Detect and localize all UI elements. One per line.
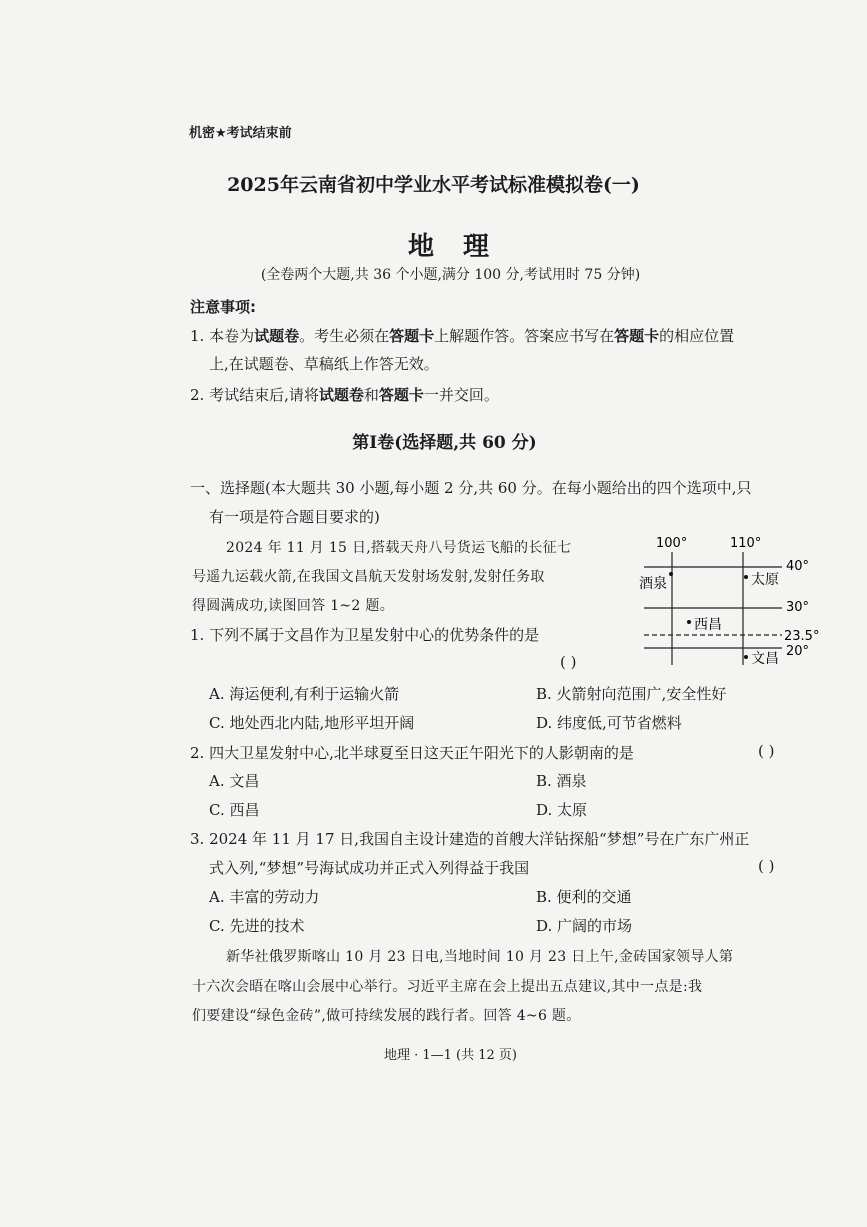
question-2-stem: 2. 四大卫星发射中心,北半球夏至日这天正午阳光下的人影朝南的是 (190, 744, 634, 762)
notice-keyword: 答题卡 (389, 327, 435, 345)
city-marker (744, 575, 748, 579)
option-c: C. 地处西北内陆,地形平坦开阔 (209, 714, 415, 732)
longitude-label: 110° (730, 536, 762, 551)
option-d: D. 广阔的市场 (536, 917, 633, 935)
notice-keyword: 答题卡 (614, 327, 660, 345)
exam-title: 2025年云南省初中学业水平考试标准模拟卷(一) (227, 174, 640, 196)
notice-keyword: 答题卡 (378, 386, 424, 404)
notice-heading: 注意事项: (190, 298, 256, 316)
passage-2-line-1: 新华社俄罗斯喀山 10 月 23 日电,当地时间 10 月 23 日上午,金砖国家领导人第 (226, 949, 734, 965)
notice-keyword: 试题卷 (254, 327, 300, 345)
notice-text: 2. 考试结束后,请将 (190, 386, 319, 404)
section-intro-line-1: 一、选择题(本大题共 30 小题,每小题 2 分,共 60 分。在每小题给出的四个选项中,只 (190, 479, 752, 497)
notice-keyword: 试题卷 (318, 386, 364, 404)
latitude-label: 40° (786, 559, 810, 574)
notice-text: 一并交回。 (423, 386, 499, 404)
option-c: C. 西昌 (209, 801, 260, 819)
option-a: A. 文昌 (209, 772, 260, 790)
option-a: A. 丰富的劳动力 (209, 888, 320, 906)
option-b: B. 火箭射向范围广,安全性好 (536, 685, 727, 703)
option-c: C. 先进的技术 (209, 917, 305, 935)
option-a: A. 海运便利,有利于运输火箭 (209, 685, 400, 703)
section-intro-line-2: 有一项是符合题目要求的) (209, 508, 380, 526)
city-label-jiuquan: 酒泉 (639, 576, 667, 592)
exam-info: (全卷两个大题,共 36 个小题,满分 100 分,考试用时 75 分钟) (260, 267, 641, 283)
city-label-taiyuan: 太原 (751, 572, 779, 588)
confidential-label: 机密★考试结束前 (189, 126, 292, 141)
option-d: D. 纬度低,可节省燃料 (536, 714, 682, 732)
notice-item-2 (190, 384, 499, 405)
longitude-label: 100° (656, 536, 688, 551)
passage-1-line-2: 号遥九运载火箭,在我国文昌航天发射场发射,发射任务取 (192, 569, 545, 585)
page-footer: 地理 · 1—1 (共 12 页) (383, 1048, 518, 1063)
latitude-label: 23.5° (784, 629, 820, 644)
answer-paren[interactable]: ( ) (560, 653, 577, 671)
city-marker (744, 655, 748, 659)
launch-site-map (634, 532, 844, 672)
question-3-stem-line-2: 式入列,“梦想”号海试成功并正式入列得益于我国 (209, 859, 530, 877)
answer-paren[interactable]: ( ) (758, 742, 775, 760)
latitude-label: 20° (786, 644, 810, 659)
passage-1-line-3: 得圆满成功,读图回答 1~2 题。 (192, 598, 394, 614)
city-label-wenchang: 文昌 (751, 651, 779, 667)
city-label-xichang: 西昌 (694, 617, 722, 633)
question-3-stem-line-1: 3. 2024 年 11 月 17 日,我国自主设计建造的首艘大洋钻探船“梦想”号在广东广州正 (190, 830, 750, 848)
notice-text: 1. 本卷为 (190, 327, 255, 345)
latitude-label: 30° (786, 600, 810, 615)
passage-2-line-2: 十六次会晤在喀山会展中心举行。习近平主席在会上提出五点建议,其中一点是:我 (192, 979, 703, 995)
notice-text: 和 (363, 386, 379, 404)
option-b: B. 便利的交通 (536, 888, 632, 906)
notice-item-1 (190, 325, 734, 346)
subject-title: 地 理 (407, 232, 500, 262)
passage-1-line-1: 2024 年 11 月 15 日,搭载天舟八号货运飞船的长征七 (226, 540, 572, 556)
answer-paren[interactable]: ( ) (758, 857, 775, 875)
notice-text: 的相应位置 (659, 327, 735, 345)
city-marker (687, 620, 691, 624)
option-b: B. 酒泉 (536, 772, 587, 790)
city-marker (669, 572, 673, 576)
notice-text: 。考生必须在 (299, 327, 390, 345)
notice-item-1-cont: 上,在试题卷、草稿纸上作答无效。 (209, 355, 439, 373)
section-heading: 第Ⅰ卷(选择题,共 60 分) (352, 433, 537, 453)
option-d: D. 太原 (536, 801, 588, 819)
question-1-stem: 1. 下列不属于文昌作为卫星发射中心的优势条件的是 (190, 626, 540, 644)
notice-text: 上解题作答。答案应书写在 (434, 327, 615, 345)
passage-2-line-3: 们要建设“绿色金砖”,做可持续发展的践行者。回答 4~6 题。 (192, 1008, 581, 1024)
